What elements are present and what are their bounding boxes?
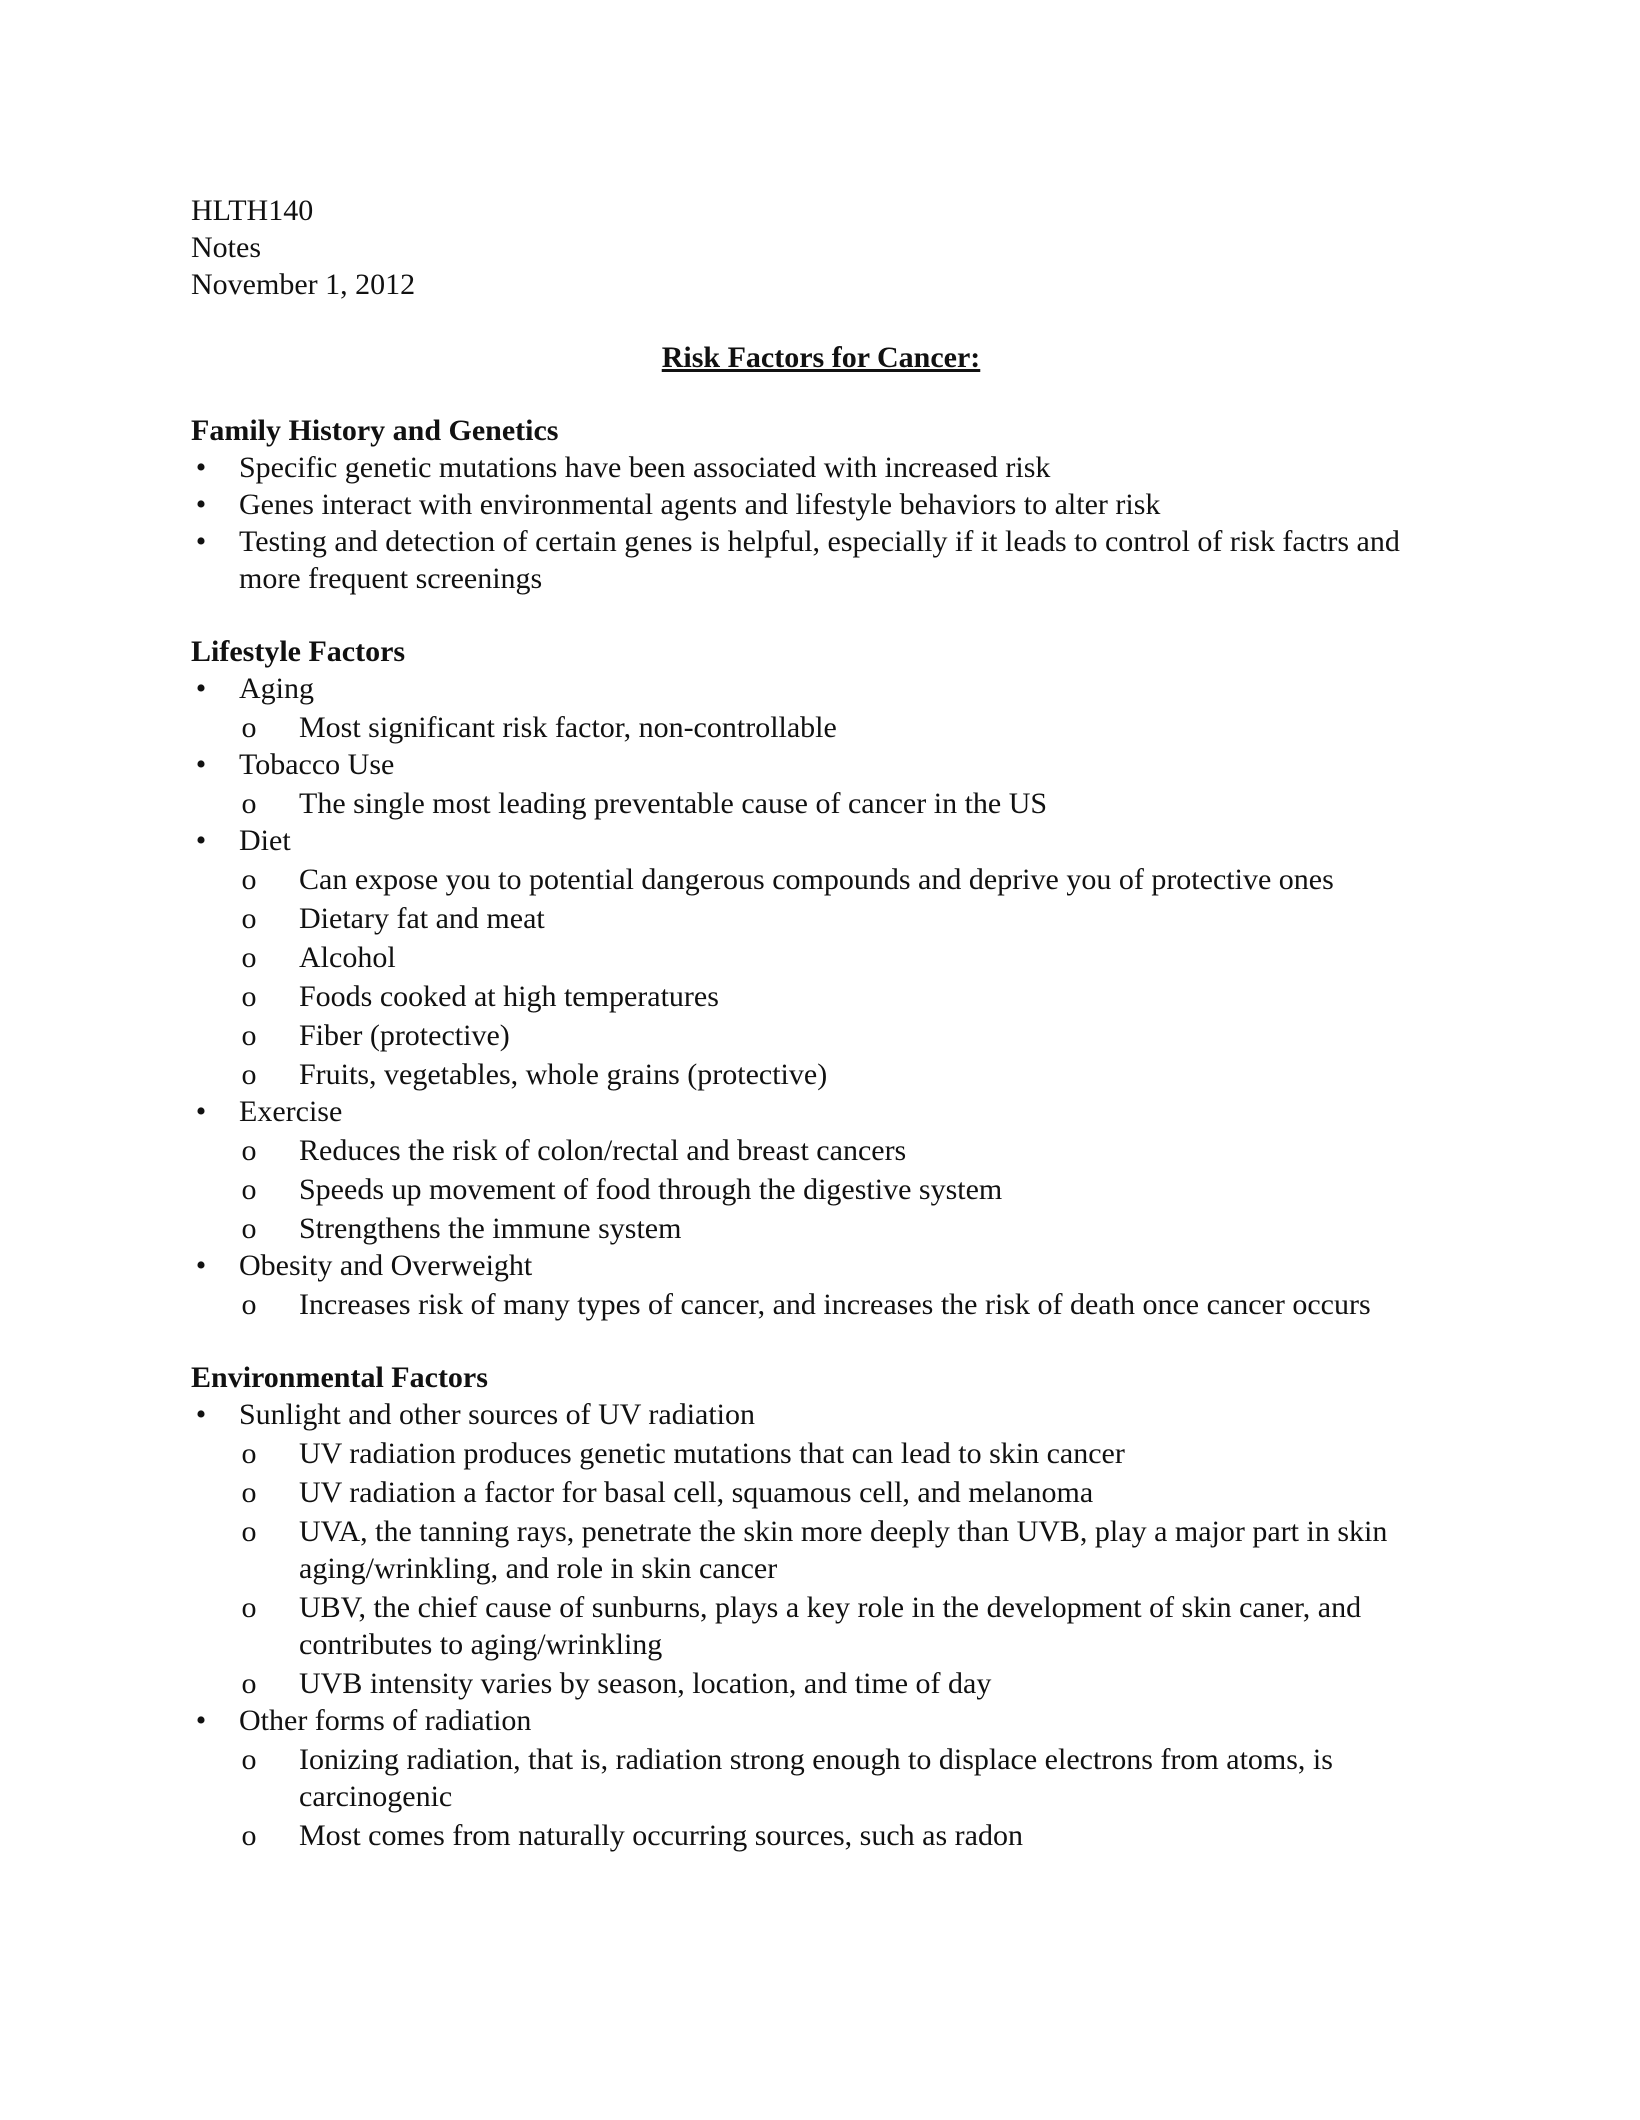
bullet-marker: • bbox=[195, 672, 207, 705]
list-item bbox=[191, 746, 1451, 822]
sub-list-item bbox=[239, 1286, 1451, 1323]
sub-bullet-marker: o bbox=[241, 1591, 257, 1624]
list-item-text: Sunlight and other sources of UV radiation bbox=[239, 1398, 756, 1431]
sub-list bbox=[239, 861, 1451, 1093]
sub-list-item-text: Ionizing radiation, that is, radiation strong enough to displace electrons from atoms, is carcinogenic bbox=[299, 1743, 1333, 1813]
list-item bbox=[191, 1247, 1451, 1323]
list-item-text: Genes interact with environmental agents and lifestyle behaviors to alter risk bbox=[239, 488, 1161, 521]
sub-list-item bbox=[239, 861, 1451, 898]
sub-list-item bbox=[239, 1056, 1451, 1093]
sub-bullet-marker: o bbox=[241, 1019, 257, 1052]
list-item bbox=[191, 822, 1451, 1093]
sub-bullet-marker: o bbox=[241, 902, 257, 935]
sub-list-item-text: UVA, the tanning rays, penetrate the skin more deeply than UVB, play a major part in skin aging/wrinkling, and role in skin cancer bbox=[299, 1515, 1388, 1585]
list-item bbox=[191, 1396, 1451, 1702]
sub-list-item-text: Reduces the risk of colon/rectal and breast cancers bbox=[299, 1134, 907, 1167]
list-item bbox=[191, 523, 1451, 597]
sub-bullet-marker: o bbox=[241, 1288, 257, 1321]
list-item-text: Other forms of radiation bbox=[239, 1704, 532, 1737]
sub-bullet-marker: o bbox=[241, 1819, 257, 1852]
bullet-marker: • bbox=[195, 1095, 207, 1128]
list-item bbox=[191, 486, 1451, 523]
document-header bbox=[191, 192, 1451, 303]
section bbox=[191, 412, 1451, 597]
sub-list bbox=[239, 709, 1451, 746]
sub-list-item bbox=[239, 1589, 1451, 1663]
sub-list-item bbox=[239, 1474, 1451, 1511]
sub-list-item-text: UVB intensity varies by season, location, and time of day bbox=[299, 1667, 992, 1700]
sub-list-item bbox=[239, 785, 1451, 822]
list-item bbox=[191, 1702, 1451, 1854]
sub-list bbox=[239, 1286, 1451, 1323]
list-item bbox=[191, 1093, 1451, 1247]
sub-bullet-marker: o bbox=[241, 941, 257, 974]
sub-list-item-text: Alcohol bbox=[299, 941, 396, 974]
sub-list-item bbox=[239, 1741, 1451, 1815]
sub-list bbox=[239, 1741, 1451, 1854]
sub-list-item bbox=[239, 1435, 1451, 1472]
bullet-list bbox=[191, 670, 1451, 1323]
document-date: November 1, 2012 bbox=[191, 268, 416, 301]
sub-list-item bbox=[239, 1513, 1451, 1587]
bullet-marker: • bbox=[195, 824, 207, 857]
sub-bullet-marker: o bbox=[241, 1173, 257, 1206]
sub-bullet-marker: o bbox=[241, 1667, 257, 1700]
sub-list-item bbox=[239, 1017, 1451, 1054]
document-type: Notes bbox=[191, 231, 261, 264]
section-heading: Lifestyle Factors bbox=[191, 635, 406, 668]
list-item-text: Specific genetic mutations have been associated with increased risk bbox=[239, 451, 1051, 484]
list-item-text: Aging bbox=[239, 672, 314, 705]
list-item-text: Testing and detection of certain genes is helpful, especially if it leads to control of risk factrs and more frequent screenings bbox=[239, 525, 1400, 595]
sub-list-item-text: Fiber (protective) bbox=[299, 1019, 510, 1052]
list-item-text: Obesity and Overweight bbox=[239, 1249, 533, 1282]
sub-bullet-marker: o bbox=[241, 1134, 257, 1167]
sub-bullet-marker: o bbox=[241, 1437, 257, 1470]
sub-bullet-marker: o bbox=[241, 1058, 257, 1091]
section-heading: Environmental Factors bbox=[191, 1361, 488, 1394]
sub-list-item bbox=[239, 1132, 1451, 1169]
sub-list-item-text: Most comes from naturally occurring sources, such as radon bbox=[299, 1819, 1023, 1852]
sub-list-item bbox=[239, 1665, 1451, 1702]
sub-list bbox=[239, 785, 1451, 822]
sub-list-item-text: The single most leading preventable cause of cancer in the US bbox=[299, 787, 1048, 820]
sections-container bbox=[191, 412, 1451, 1854]
sub-bullet-marker: o bbox=[241, 1476, 257, 1509]
sub-list-item-text: Dietary fat and meat bbox=[299, 902, 545, 935]
sub-list-item-text: Speeds up movement of food through the digestive system bbox=[299, 1173, 1003, 1206]
sub-list-item-text: UV radiation produces genetic mutations that can lead to skin cancer bbox=[299, 1437, 1125, 1470]
bullet-marker: • bbox=[195, 748, 207, 781]
sub-list-item-text: Can expose you to potential dangerous compounds and deprive you of protective ones bbox=[299, 863, 1334, 896]
sub-bullet-marker: o bbox=[241, 980, 257, 1013]
course-code: HLTH140 bbox=[191, 194, 314, 227]
bullet-list bbox=[191, 449, 1451, 597]
bullet-marker: • bbox=[195, 1398, 207, 1431]
sub-list-item bbox=[239, 978, 1451, 1015]
sub-bullet-marker: o bbox=[241, 1743, 257, 1776]
sub-list-item-text: UBV, the chief cause of sunburns, plays a key role in the development of skin caner, and contributes to aging/wrinkling bbox=[299, 1591, 1362, 1661]
list-item-text: Diet bbox=[239, 824, 291, 857]
bullet-marker: • bbox=[195, 451, 207, 484]
list-item bbox=[191, 449, 1451, 486]
sub-list-item bbox=[239, 1817, 1451, 1854]
sub-bullet-marker: o bbox=[241, 1212, 257, 1245]
sub-bullet-marker: o bbox=[241, 1515, 257, 1548]
sub-list-item bbox=[239, 939, 1451, 976]
section-heading: Family History and Genetics bbox=[191, 414, 559, 447]
document-title: Risk Factors for Cancer: bbox=[661, 341, 981, 374]
list-item bbox=[191, 670, 1451, 746]
sub-list-item-text: Strengthens the immune system bbox=[299, 1212, 682, 1245]
sub-list bbox=[239, 1132, 1451, 1247]
list-item-text: Exercise bbox=[239, 1095, 343, 1128]
bullet-list bbox=[191, 1396, 1451, 1854]
section bbox=[191, 1359, 1451, 1854]
sub-list-item-text: Most significant risk factor, non-controllable bbox=[299, 711, 837, 744]
sub-list-item bbox=[239, 900, 1451, 937]
sub-list-item-text: Increases risk of many types of cancer, and increases the risk of death once cancer occurs bbox=[299, 1288, 1371, 1321]
sub-list-item bbox=[239, 1171, 1451, 1208]
bullet-marker: • bbox=[195, 525, 207, 558]
sub-bullet-marker: o bbox=[241, 787, 257, 820]
document-page bbox=[191, 192, 1451, 1890]
sub-list-item-text: Foods cooked at high temperatures bbox=[299, 980, 719, 1013]
sub-bullet-marker: o bbox=[241, 711, 257, 744]
bullet-marker: • bbox=[195, 488, 207, 521]
sub-list-item bbox=[239, 1210, 1451, 1247]
section bbox=[191, 633, 1451, 1323]
sub-bullet-marker: o bbox=[241, 863, 257, 896]
sub-list-item bbox=[239, 709, 1451, 746]
sub-list-item-text: UV radiation a factor for basal cell, squamous cell, and melanoma bbox=[299, 1476, 1094, 1509]
bullet-marker: • bbox=[195, 1704, 207, 1737]
sub-list-item-text: Fruits, vegetables, whole grains (protective) bbox=[299, 1058, 828, 1091]
sub-list bbox=[239, 1435, 1451, 1702]
bullet-marker: • bbox=[195, 1249, 207, 1282]
list-item-text: Tobacco Use bbox=[239, 748, 395, 781]
